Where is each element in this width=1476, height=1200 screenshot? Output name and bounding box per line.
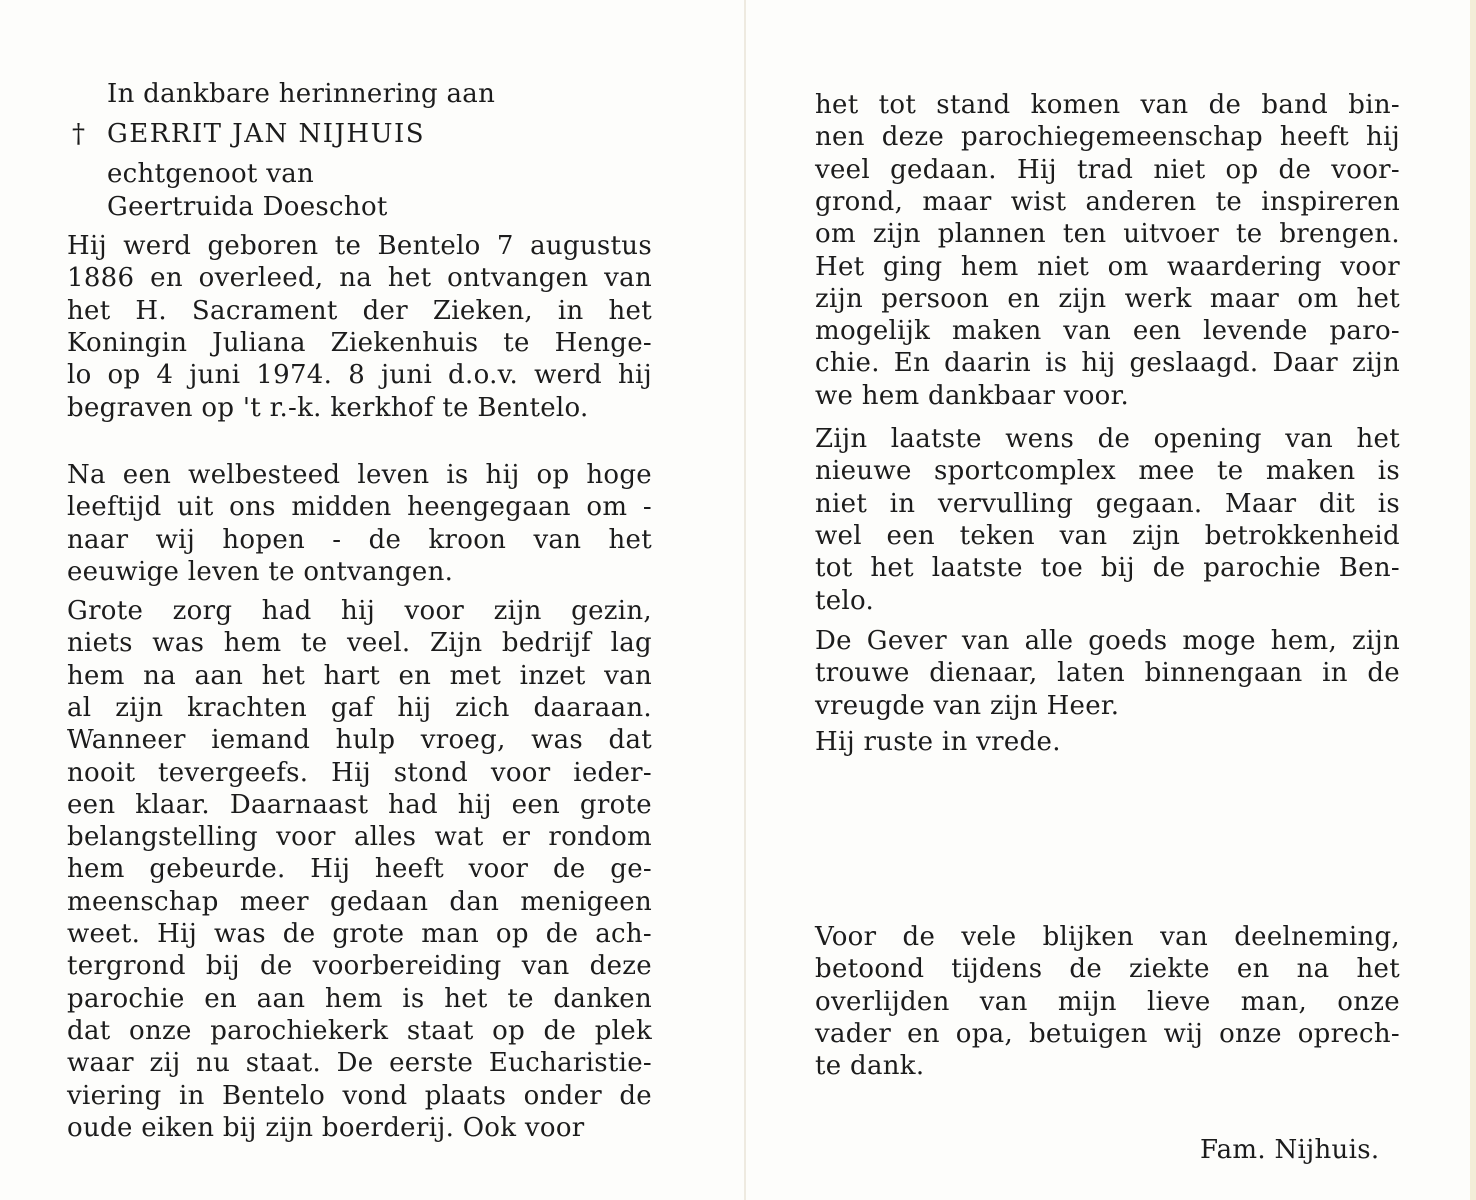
text-line: leeftijd uit ons midden heengegaan om - [67, 492, 652, 523]
text-line: trouwe dienaar, laten binnengaan in de [815, 658, 1400, 689]
text-line: dat onze parochiekerk staat op de plek [67, 1015, 652, 1046]
text-line: vreugde van zijn Heer. [815, 690, 1120, 721]
text-line: vader en opa, betuigen wij onze oprech- [815, 1018, 1400, 1049]
text-line: grond, maar wist anderen te inspireren [815, 186, 1400, 217]
text-line: een klaar. Daarnaast had hij een grote [67, 789, 652, 820]
paper-edge [1470, 0, 1476, 1200]
text-line: wel een teken van zijn betrokkenheid [815, 520, 1400, 551]
text-line: niet in vervulling gegaan. Maar dit is [815, 488, 1400, 519]
text-line: 1886 en overleed, na het ontvangen van [67, 263, 652, 294]
signature: Fam. Nijhuis. [1200, 1135, 1380, 1165]
text-line: nen deze parochiegemeenschap heeft hij [815, 122, 1400, 153]
cross-icon: † [72, 119, 86, 149]
text-line: zijn persoon en zijn werk maar om het [815, 283, 1400, 314]
text-line: veel gedaan. Hij trad niet op de voor- [815, 154, 1400, 185]
text-line: al zijn krachten gaf hij zich daaraan. [67, 692, 652, 723]
text-line: viering in Bentelo vond plaats onder de [67, 1080, 652, 1111]
text-line: het tot stand komen van de band bin- [815, 90, 1400, 120]
text-line: Het ging hem niet om waardering voor [815, 251, 1400, 282]
text-line: tot het laatste toe bij de parochie Ben- [815, 553, 1400, 584]
text-line: eeuwige leven te ontvangen. [67, 556, 454, 587]
text-line: De Gever van alle goeds moge hem, zijn [815, 626, 1400, 656]
text-line: betoond tijdens de ziekte en na het [815, 954, 1400, 985]
text-line: hem gebeurde. Hij heeft voor de ge- [67, 854, 652, 885]
text-line: naar wij hopen - de kroon van het [67, 524, 652, 555]
intro-text: In dankbare herinnering aan [107, 79, 496, 109]
text-line: overlijden van mijn lieve man, onze [815, 986, 1400, 1017]
text-line: Koningin Juliana Ziekenhuis te Henge- [67, 327, 652, 358]
text-line: begraven op 't r.-k. kerkhof te Bentelo. [67, 392, 589, 423]
text-line: waar zij nu staat. De eerste Eucharistie- [67, 1048, 652, 1079]
text-line: Grote zorg had hij voor zijn gezin, [67, 596, 652, 626]
text-line: meenschap meer gedaan dan menigeen [67, 886, 652, 917]
text-line: Wanneer iemand hulp vroeg, was dat [67, 725, 652, 756]
text-line: lo op 4 juni 1974. 8 juni d.o.v. werd hij [67, 360, 652, 391]
card-fold [744, 0, 746, 1200]
text-line: nieuwe sportcomplex mee te maken is [815, 456, 1400, 487]
text-line: het H. Sacrament der Zieken, in het [67, 295, 652, 326]
text-line: Voor de vele blijken van deelneming, [815, 922, 1400, 952]
deceased-name: GERRIT JAN NIJHUIS [107, 119, 426, 149]
text-line: chie. En daarin is hij geslaagd. Daar zijn [815, 348, 1400, 379]
text-line: te dank. [815, 1051, 925, 1082]
text-line: belangstelling voor alles wat er rondom [67, 822, 652, 853]
text-line: telo. [815, 585, 875, 616]
spouse-name: Geertruida Doeschot [107, 192, 388, 222]
text-line: mogelijk maken van een levende paro- [815, 316, 1400, 347]
text-line: niets was hem te veel. Zijn bedrijf lag [67, 628, 652, 659]
text-line: oude eiken bij zijn boerderij. Ook voor [67, 1112, 585, 1143]
spouse-label: echtgenoot van [107, 159, 315, 189]
text-line: Zijn laatste wens de opening van het [815, 424, 1400, 454]
text-line: parochie en aan hem is het te danken [67, 983, 652, 1014]
text-line: we hem dankbaar voor. [815, 380, 1130, 411]
text-line: Hij werd geboren te Bentelo 7 augustus [67, 231, 652, 261]
text-line: Hij ruste in vrede. [815, 727, 1061, 757]
text-line: om zijn plannen ten uitvoer te brengen. [815, 219, 1400, 250]
text-line: Na een welbesteed leven is hij op hoge [67, 460, 652, 490]
text-line: weet. Hij was de grote man op de ach- [67, 919, 652, 949]
text-line: nooit tevergeefs. Hij stond voor ieder- [67, 757, 652, 788]
text-line: tergrond bij de voorbereiding van deze [67, 951, 652, 982]
text-line: hem na aan het hart en met inzet van [67, 660, 652, 691]
